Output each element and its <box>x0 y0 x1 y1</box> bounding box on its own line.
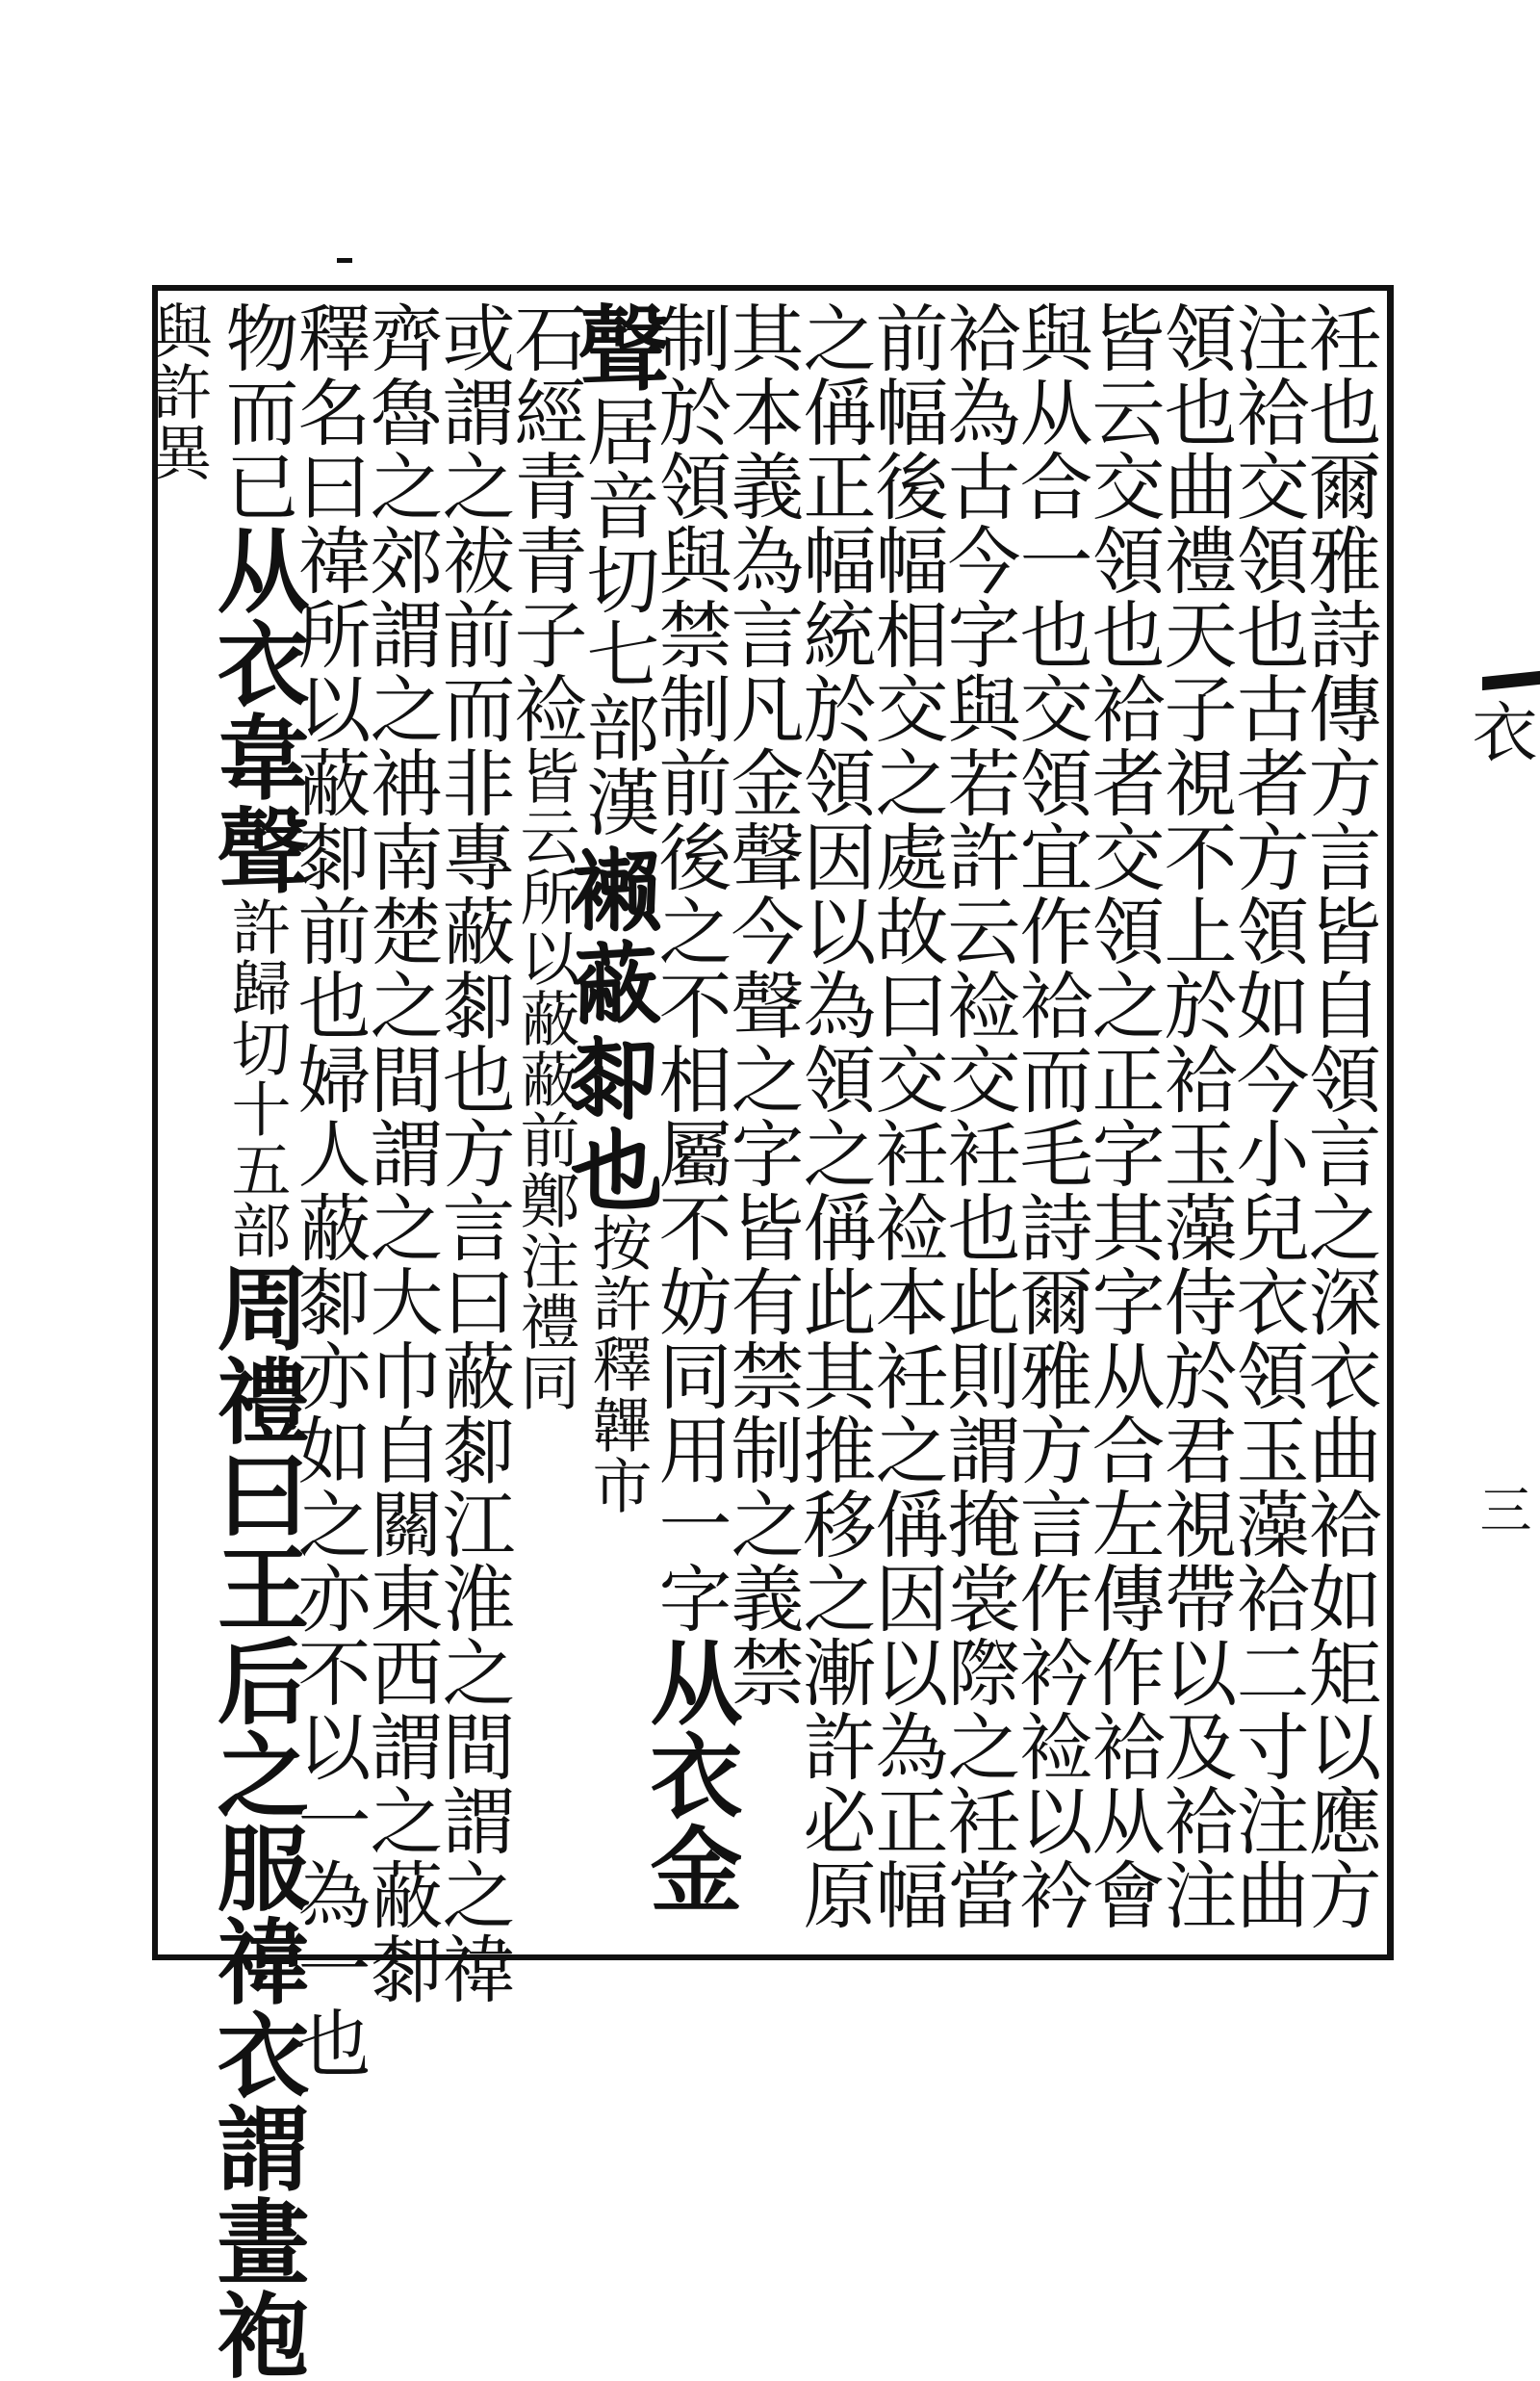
right-margin-rule <box>1387 285 1391 1960</box>
column-11-text: 居音切七部漢 <box>575 394 660 839</box>
folio-number: 三 <box>1472 1483 1532 1535</box>
text-column-9: 其本義為言凡金聲今聲之字皆有禁制之義禁 <box>719 300 805 1709</box>
column-11-head: 聲 <box>563 300 672 394</box>
column-16-heading: 从衣韋聲 <box>202 523 311 896</box>
top-tick-mark <box>337 258 352 263</box>
text-column-5: 與从合一也交領宜作袷而毛詩爾雅方言作衿裣以衿 <box>1008 300 1093 1931</box>
column-10-heading: 从衣金 <box>635 1635 744 1915</box>
column-10-text: 制於領與禁制前後之不相屬不妨同用一字 <box>647 300 732 1635</box>
text-column-6: 袷為古今字與若許云裣交衽也此則謂掩裳際之衽當 <box>936 300 1021 1931</box>
text-column-8: 之偁正幅統於領因以為領之偁此其推移之漸許必原 <box>791 300 877 1931</box>
text-column-14: 齊魯之郊謂之袡南楚之間謂之大巾自關東西謂之蔽厀 <box>358 300 444 2006</box>
seal-script-glyph: 𧝝 <box>563 839 672 932</box>
column-11-note: 按許釋韠市 <box>582 1212 653 1515</box>
column-16-note: 許歸切十五部 <box>221 896 292 1260</box>
text-column-16 <box>202 300 311 2381</box>
text-column-4: 皆云交領也袷者交領之正字其字从合左傳作袷从會 <box>1080 300 1166 1931</box>
text-column-17: 與許異 <box>142 300 213 482</box>
text-column-13: 或謂之袚前而非專蔽厀也方言曰蔽厀江淮之間謂之禕 <box>430 300 516 2006</box>
column-11-headword-def: 蔽厀也 <box>563 932 672 1212</box>
fish-tail-marker <box>1482 671 1540 690</box>
column-16-text: 物而已 <box>214 300 299 523</box>
text-column-2: 注袷交領也古者方領如今小兒衣領玉藻袷二寸注曲 <box>1224 300 1310 1931</box>
text-column-1: 衽也爾雅詩傳方言皆自領言之深衣曲袷如矩以應方 <box>1296 300 1382 1931</box>
text-column-15: 釋名曰禕所以蔽厀前也婦人蔽厀亦如之亦不以一為一也 <box>286 300 372 2080</box>
column-16-quote: 周禮曰王后之服禕衣謂畫袍 <box>202 1260 311 2381</box>
text-column-7: 前幅後幅相交之處故曰交衽裣本衽之偁因以為正幅 <box>863 300 949 1931</box>
side-label: 衣 <box>1461 698 1537 763</box>
column-12-text: 石經青青子裣 <box>502 300 588 745</box>
text-column-3: 領也曲禮天子視不上於袷玉藻侍於君視帶以及袷注 <box>1152 300 1238 1931</box>
column-12-note: 皆云所以蔽蔽前鄭注禮同 <box>510 745 580 1412</box>
